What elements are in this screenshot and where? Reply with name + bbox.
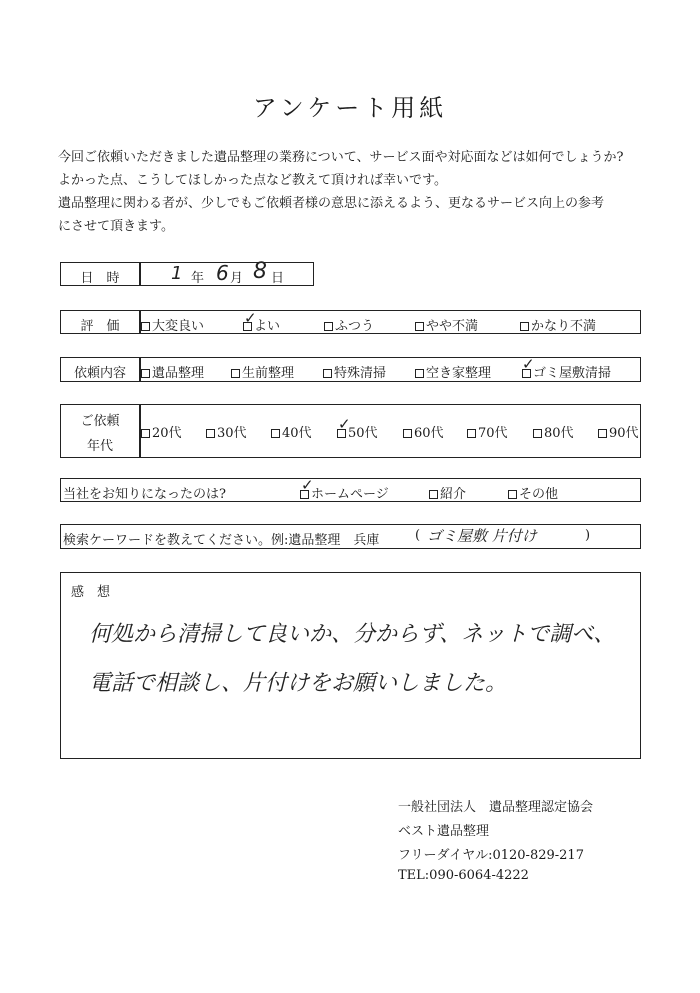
date-box	[60, 259, 314, 286]
source-box	[60, 478, 641, 502]
footer-freedial: フリーダイヤル:0120-829-217	[398, 848, 584, 863]
impressions-box	[60, 572, 641, 759]
age-label-line2: 年代	[86, 439, 113, 454]
impressions-line-1[interactable]: 何処から清掃して良いか、分からず、ネットで調べ、	[89, 622, 616, 647]
checkbox-icon[interactable]	[467, 429, 476, 438]
checkbox-icon[interactable]	[429, 490, 438, 499]
request-option-3[interactable]: 特殊清掃	[323, 362, 386, 381]
keyword-open-paren: (	[415, 528, 421, 543]
date-month-unit: 月	[230, 271, 244, 286]
checkbox-icon[interactable]	[415, 322, 424, 331]
check-mark-icon: ✓	[301, 476, 314, 494]
keyword-value[interactable]: ゴミ屋敷 片付け	[427, 527, 537, 545]
date-day-value[interactable]: 8	[253, 259, 267, 284]
request-label: 依頼内容	[73, 366, 126, 381]
age-box	[60, 404, 641, 458]
checkbox-icon[interactable]	[520, 322, 529, 331]
checkbox-icon[interactable]	[141, 322, 150, 331]
age-option-7[interactable]: 80代	[533, 422, 574, 441]
age-option-3[interactable]: 40代	[271, 422, 312, 441]
keyword-label: 検索ケーワードを教えてください。例:遺品整理 兵庫	[63, 533, 380, 548]
request-option-4[interactable]: 空き家整理	[415, 362, 491, 381]
source-option-3[interactable]: その他	[508, 483, 558, 502]
rating-option-4[interactable]: やや不満	[415, 315, 478, 334]
age-option-5[interactable]: 60代	[403, 422, 444, 441]
keyword-close-paren: )	[585, 528, 591, 543]
date-label: 日 時	[80, 271, 120, 286]
rating-label: 評 価	[80, 319, 120, 334]
request-option-5[interactable]: ゴミ屋敷清掃	[522, 362, 611, 381]
request-option-1[interactable]: 遺品整理	[141, 362, 204, 381]
checkbox-icon[interactable]	[231, 369, 240, 378]
rating-option-3[interactable]: ふつう	[324, 315, 374, 334]
rating-box	[60, 310, 641, 334]
intro-line-1: 今回ご依頼いただきました遺品整理の業務について、サービス面や対応面などは如何でしょうか?	[58, 150, 624, 165]
source-option-1[interactable]: ホームページ	[300, 483, 389, 502]
date-divider	[139, 263, 141, 285]
check-mark-icon: ✓	[244, 309, 257, 327]
footer-tel: TEL:090-6064-4222	[398, 868, 529, 883]
checkbox-icon[interactable]	[403, 429, 412, 438]
age-option-1[interactable]: 20代	[141, 422, 182, 441]
checkbox-icon[interactable]	[508, 490, 517, 499]
footer-org: 一般社団法人 遺品整理認定協会	[398, 800, 594, 815]
rating-option-2[interactable]: よい	[243, 315, 280, 334]
source-option-2[interactable]: 紹介	[429, 483, 466, 502]
checkbox-icon[interactable]	[141, 369, 150, 378]
check-mark-icon: ✓	[522, 355, 535, 373]
date-day-unit: 日	[271, 271, 285, 286]
checkbox-icon[interactable]	[533, 429, 542, 438]
date-month-value[interactable]: 6	[216, 261, 229, 285]
impressions-line-2[interactable]: 電話で相談し、片付けをお願いしました。	[89, 671, 508, 696]
date-year-unit: 年	[191, 271, 205, 286]
request-option-2[interactable]: 生前整理	[231, 362, 294, 381]
age-option-4[interactable]: 50代	[337, 422, 378, 441]
age-option-6[interactable]: 70代	[467, 422, 508, 441]
intro-line-2: よかった点、こうしてほしかった点など教えて頂ければ幸いです。	[58, 173, 447, 188]
checkbox-icon[interactable]	[415, 369, 424, 378]
intro-line-4: にさせて頂きます。	[58, 219, 174, 234]
page-title: アンケート用紙	[252, 94, 448, 122]
footer-company: ベスト遺品整理	[398, 824, 490, 839]
date-year-value[interactable]: 1	[171, 263, 183, 284]
checkbox-icon[interactable]	[323, 369, 332, 378]
checkbox-icon[interactable]	[141, 429, 150, 438]
checkbox-icon[interactable]	[271, 429, 280, 438]
checkbox-icon[interactable]	[206, 429, 215, 438]
source-label: 当社をお知りになったのは?	[63, 487, 226, 502]
age-option-8[interactable]: 90代	[598, 422, 639, 441]
rating-option-5[interactable]: かなり不満	[520, 315, 596, 334]
impressions-label: 感 想	[71, 585, 111, 600]
intro-line-3: 遺品整理に関わる者が、少しでもご依頼者様の意思に添えるよう、更なるサービス向上の参考	[58, 196, 605, 211]
checkbox-icon[interactable]	[598, 429, 607, 438]
request-box	[60, 357, 641, 382]
check-mark-icon: ✓	[338, 415, 351, 433]
age-label-line1: ご依頼	[80, 414, 120, 429]
rating-option-1[interactable]: 大変良い	[141, 315, 204, 334]
age-option-2[interactable]: 30代	[206, 422, 247, 441]
checkbox-icon[interactable]	[324, 322, 333, 331]
keyword-box	[60, 524, 641, 549]
